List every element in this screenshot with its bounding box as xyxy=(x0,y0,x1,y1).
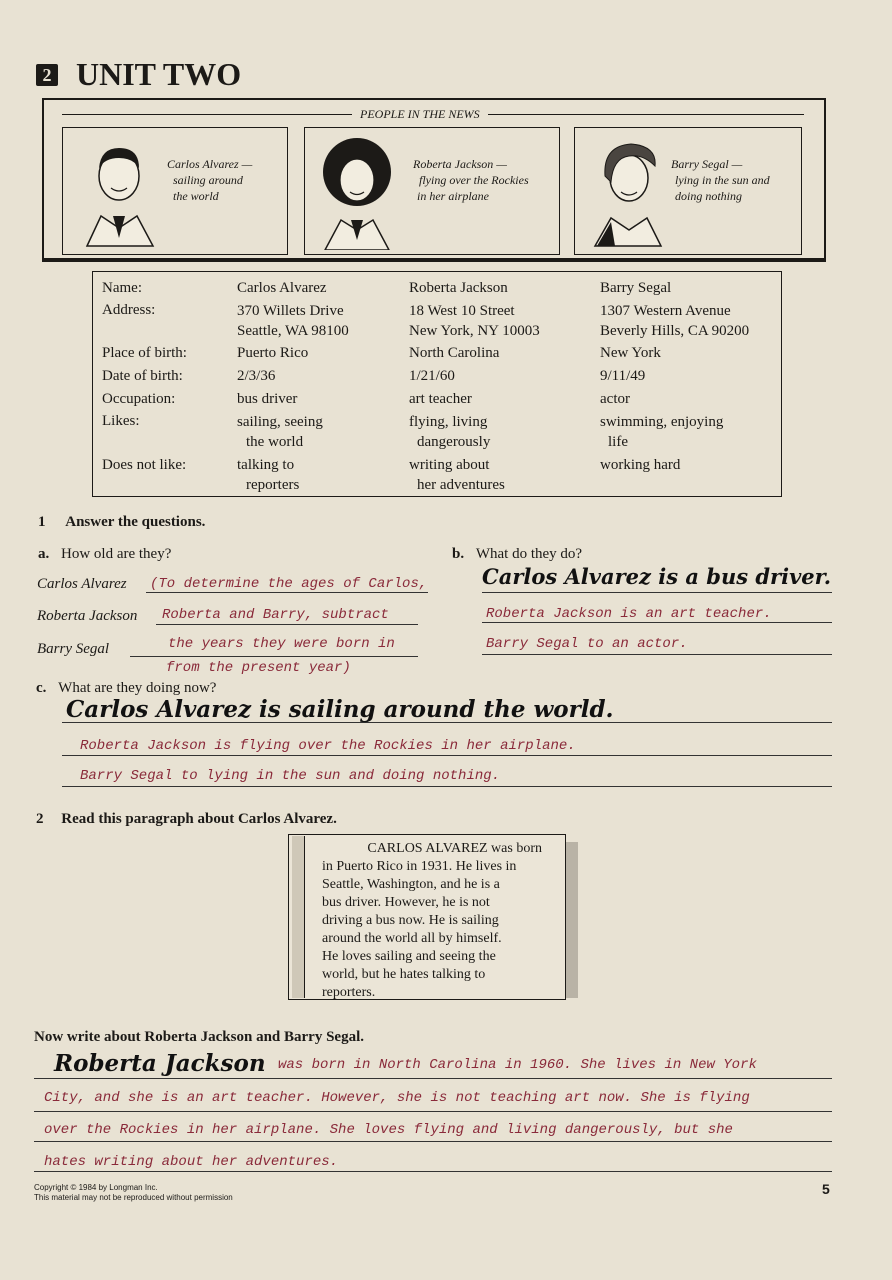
write-name: Roberta Jackson xyxy=(54,1050,266,1077)
ex1a-line-2 xyxy=(156,624,418,625)
barry-likes1: swimming, enjoying xyxy=(600,414,724,430)
unit-badge xyxy=(36,64,58,86)
ex1-number: 1 xyxy=(38,514,46,530)
roberta-dob: 1/21/60 xyxy=(409,368,455,384)
paragraph-line-9: reporters. xyxy=(322,985,376,1000)
carlos-birthplace: Puerto Rico xyxy=(237,345,309,361)
paragraph-line-5: driving a bus now. He is sailing xyxy=(322,913,499,928)
paragraph-line-7: He loves sailing and seeing the xyxy=(322,949,496,964)
write-line-2 xyxy=(34,1111,832,1112)
barry-caption-3: doing nothing xyxy=(675,189,743,203)
ex1b-line-3 xyxy=(482,654,832,655)
ex1a-letter: a. xyxy=(38,546,50,562)
carlos-dislikes2: reporters xyxy=(246,477,300,493)
ex1c-question: What are they doing now? xyxy=(58,680,217,696)
roberta-caption-3: in her airplane xyxy=(417,189,489,203)
roberta-likes2: dangerously xyxy=(417,434,491,450)
ex1a-line-3 xyxy=(130,656,418,657)
news-header: PEOPLE IN THE NEWS xyxy=(352,106,488,122)
carlos-likes2: the world xyxy=(246,434,304,450)
ex1a-name-barry: Barry Segal xyxy=(37,641,110,657)
ex1a-name-roberta: Roberta Jackson xyxy=(37,608,138,624)
copyright-line-2: This material may not be reproduced without permission xyxy=(34,1193,233,1202)
label-likes: Likes: xyxy=(102,413,140,429)
write-line-4 xyxy=(34,1171,832,1172)
ex1b-letter: b. xyxy=(452,546,465,562)
label-dob: Date of birth: xyxy=(102,368,183,384)
write-line-3 xyxy=(34,1141,832,1142)
ex1c-letter: c. xyxy=(36,680,47,696)
roberta-name: Roberta Jackson xyxy=(409,280,508,296)
write-line-1 xyxy=(34,1078,832,1079)
carlos-portrait xyxy=(77,138,161,248)
label-name: Name: xyxy=(102,280,142,296)
write-text-2: City, and she is an art teacher. However, she is not teaching art now. She is flying xyxy=(44,1090,750,1106)
roberta-likes1: flying, living xyxy=(409,414,488,430)
ex1b-question: What do they do? xyxy=(475,546,583,562)
ex2-number: 2 xyxy=(36,811,44,827)
paragraph-line-4: bus driver. However, he is not xyxy=(322,895,490,910)
copyright xyxy=(34,1183,233,1203)
ex1b-answer-2: Roberta Jackson is an art teacher. xyxy=(486,606,772,622)
label-birthplace: Place of birth: xyxy=(102,345,187,361)
roberta-address1: 18 West 10 Street xyxy=(409,303,515,319)
roberta-dislikes1: writing about xyxy=(409,457,490,473)
paragraph-line-6: around the world all by himself. xyxy=(322,931,502,946)
roberta-occupation: art teacher xyxy=(409,391,472,407)
barry-name: Barry Segal xyxy=(600,280,672,296)
label-dislikes: Does not like: xyxy=(102,457,187,473)
ex1a-answer-1: (To determine the ages of Carlos, xyxy=(150,576,428,592)
ex1c-line-3 xyxy=(62,786,832,787)
ex1a-answer-2: Roberta and Barry, subtract xyxy=(162,607,389,623)
barry-caption-1: Barry Segal — xyxy=(671,157,743,171)
write-text-4: hates writing about her adventures. xyxy=(44,1154,339,1170)
barry-caption-2: lying in the sun and xyxy=(675,173,770,187)
carlos-dislikes1: talking to xyxy=(237,457,295,473)
roberta-dislikes2: her adventures xyxy=(417,477,505,493)
label-address: Address: xyxy=(102,302,156,318)
unit-title: UNIT TWO xyxy=(76,56,242,92)
ex1c-question-row xyxy=(36,678,216,698)
ex1b-question-row xyxy=(452,544,582,564)
ex1-title: Answer the questions. xyxy=(65,514,206,530)
news-panel-barry xyxy=(574,127,802,255)
ex1b-answer-3: Barry Segal to an actor. xyxy=(486,636,688,652)
ex1a-question-row xyxy=(38,544,171,564)
ex1a-name-carlos: Carlos Alvarez xyxy=(37,576,127,592)
page-number: 5 xyxy=(822,1181,830,1197)
label-occupation: Occupation: xyxy=(102,391,176,407)
ex1c-answer-2: Roberta Jackson is flying over the Rockies in her airplane. xyxy=(80,738,576,754)
write-text-1: was born in North Carolina in 1960. She lives in New York xyxy=(278,1057,757,1073)
ex1a-answer-4: from the present year) xyxy=(166,660,351,676)
carlos-dob: 2/3/36 xyxy=(237,368,276,384)
copyright-line-1: Copyright © 1984 by Longman Inc. xyxy=(34,1183,158,1192)
barry-portrait xyxy=(585,138,669,248)
ex1a-answer-3: the years they were born in xyxy=(168,636,395,652)
carlos-caption-1: Carlos Alvarez — xyxy=(167,157,253,171)
paragraph-line-8: world, but he hates talking to xyxy=(322,967,486,982)
write-text-3: over the Rockies in her airplane. She loves flying and living dangerously, but she xyxy=(44,1122,733,1138)
ex1b-answer-1: Carlos Alvarez is a bus driver. xyxy=(482,564,832,589)
paragraph-line-1: CARLOS ALVAREZ was born xyxy=(367,841,542,856)
barry-occupation: actor xyxy=(600,391,630,407)
unit-badge-number: 2 xyxy=(42,65,52,85)
roberta-birthplace: North Carolina xyxy=(409,345,500,361)
barry-address1: 1307 Western Avenue xyxy=(600,303,731,319)
barry-likes2: life xyxy=(608,434,628,450)
roberta-portrait xyxy=(315,134,399,250)
ex1a-question: How old are they? xyxy=(61,546,172,562)
paragraph-line-3: Seattle, Washington, and he is a xyxy=(322,877,500,892)
carlos-address2: Seattle, WA 98100 xyxy=(237,323,349,339)
barry-dislikes1: working hard xyxy=(600,457,681,473)
carlos-paragraph xyxy=(322,840,542,1002)
carlos-occupation: bus driver xyxy=(237,391,298,407)
ex2-title: Read this paragraph about Carlos Alvarez. xyxy=(61,811,337,827)
ex2-heading xyxy=(36,809,337,829)
news-panel-carlos xyxy=(62,127,288,255)
ex1c-answer-1: Carlos Alvarez is sailing around the world. xyxy=(66,696,614,723)
barry-address2: Beverly Hills, CA 90200 xyxy=(600,323,750,339)
carlos-address1: 370 Willets Drive xyxy=(237,303,344,319)
ex1b-line-2 xyxy=(482,622,832,623)
ex1c-answer-3: Barry Segal to lying in the sun and doing nothing. xyxy=(80,768,501,784)
carlos-caption-3: the world xyxy=(173,189,219,203)
paragraph-card-rule xyxy=(292,836,305,998)
carlos-likes1: sailing, seeing xyxy=(237,414,323,430)
carlos-caption-2: sailing around xyxy=(173,173,243,187)
ex1-heading xyxy=(38,512,205,532)
roberta-caption-2: flying over the Rockies xyxy=(419,173,529,187)
write-title: Now write about Roberta Jackson and Barry Segal. xyxy=(34,1029,364,1045)
ex1b-line-1 xyxy=(482,592,832,593)
barry-dob: 9/11/49 xyxy=(600,368,646,384)
roberta-caption-1: Roberta Jackson — xyxy=(413,157,507,171)
paragraph-line-2: in Puerto Rico in 1931. He lives in xyxy=(322,859,517,874)
news-panel-roberta xyxy=(304,127,560,255)
barry-birthplace: New York xyxy=(600,345,661,361)
carlos-name: Carlos Alvarez xyxy=(237,280,327,296)
ex1a-line-1 xyxy=(146,592,428,593)
roberta-address2: New York, NY 10003 xyxy=(409,323,540,339)
ex1c-line-2 xyxy=(62,755,832,756)
